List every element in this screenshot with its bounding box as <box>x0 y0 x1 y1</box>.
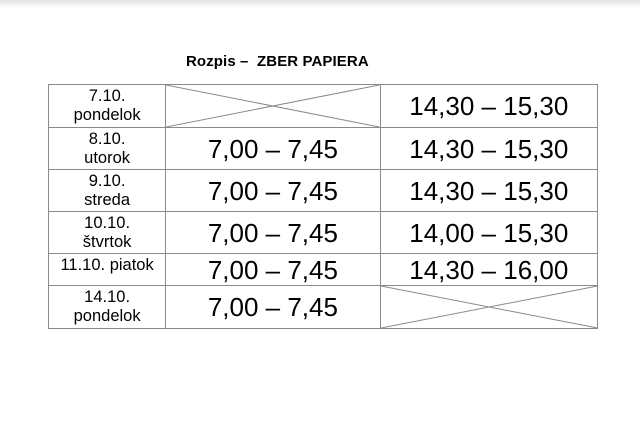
morning-time-cell: 7,00 – 7,45 <box>166 286 380 329</box>
day-cell <box>49 85 166 128</box>
document-title: Rozpis – ZBER PAPIERA <box>186 53 369 70</box>
cross-out-mark <box>381 286 597 328</box>
afternoon-time-cell: 14,30 – 16,00 <box>380 254 597 286</box>
afternoon-time-cell: 14,00 – 15,30 <box>380 212 597 254</box>
cross-out-mark <box>166 85 379 127</box>
weekday-label: pondelok <box>73 106 141 124</box>
schedule-table <box>48 84 598 329</box>
date-label: 7.10. <box>88 87 126 105</box>
table-row <box>49 286 598 329</box>
table-row <box>49 212 598 254</box>
table-row <box>49 128 598 170</box>
day-cell <box>49 286 166 329</box>
date-label: 8.10. <box>88 129 126 148</box>
date-label: 11.10. <box>60 256 106 274</box>
weekday-label: streda <box>84 190 131 209</box>
morning-time-cell: 7,00 – 7,45 <box>166 128 380 170</box>
morning-time-cell: 7,00 – 7,45 <box>166 254 380 286</box>
day-cell <box>49 254 166 286</box>
weekday-label: pondelok <box>73 307 141 325</box>
empty-slot-cell <box>166 85 380 128</box>
afternoon-time-cell: 14,30 – 15,30 <box>380 128 597 170</box>
afternoon-time-cell: 14,30 – 15,30 <box>380 170 597 212</box>
date-label: 14.10. <box>84 288 131 306</box>
day-cell <box>49 170 166 212</box>
empty-slot-cell <box>380 286 597 329</box>
weekday-label: piatok <box>109 256 154 274</box>
table-row <box>49 170 598 212</box>
table-row <box>49 85 598 128</box>
day-cell <box>49 212 166 254</box>
morning-time-cell: 7,00 – 7,45 <box>166 212 380 254</box>
day-cell <box>49 128 166 170</box>
date-label: 10.10. <box>84 213 131 232</box>
afternoon-time-cell: 14,30 – 15,30 <box>380 85 597 128</box>
weekday-label: štvrtok <box>82 232 132 251</box>
date-label: 9.10. <box>88 171 126 190</box>
page-top-edge <box>0 0 640 8</box>
table-row <box>49 254 598 286</box>
weekday-label: utorok <box>84 148 131 167</box>
morning-time-cell: 7,00 – 7,45 <box>166 170 380 212</box>
